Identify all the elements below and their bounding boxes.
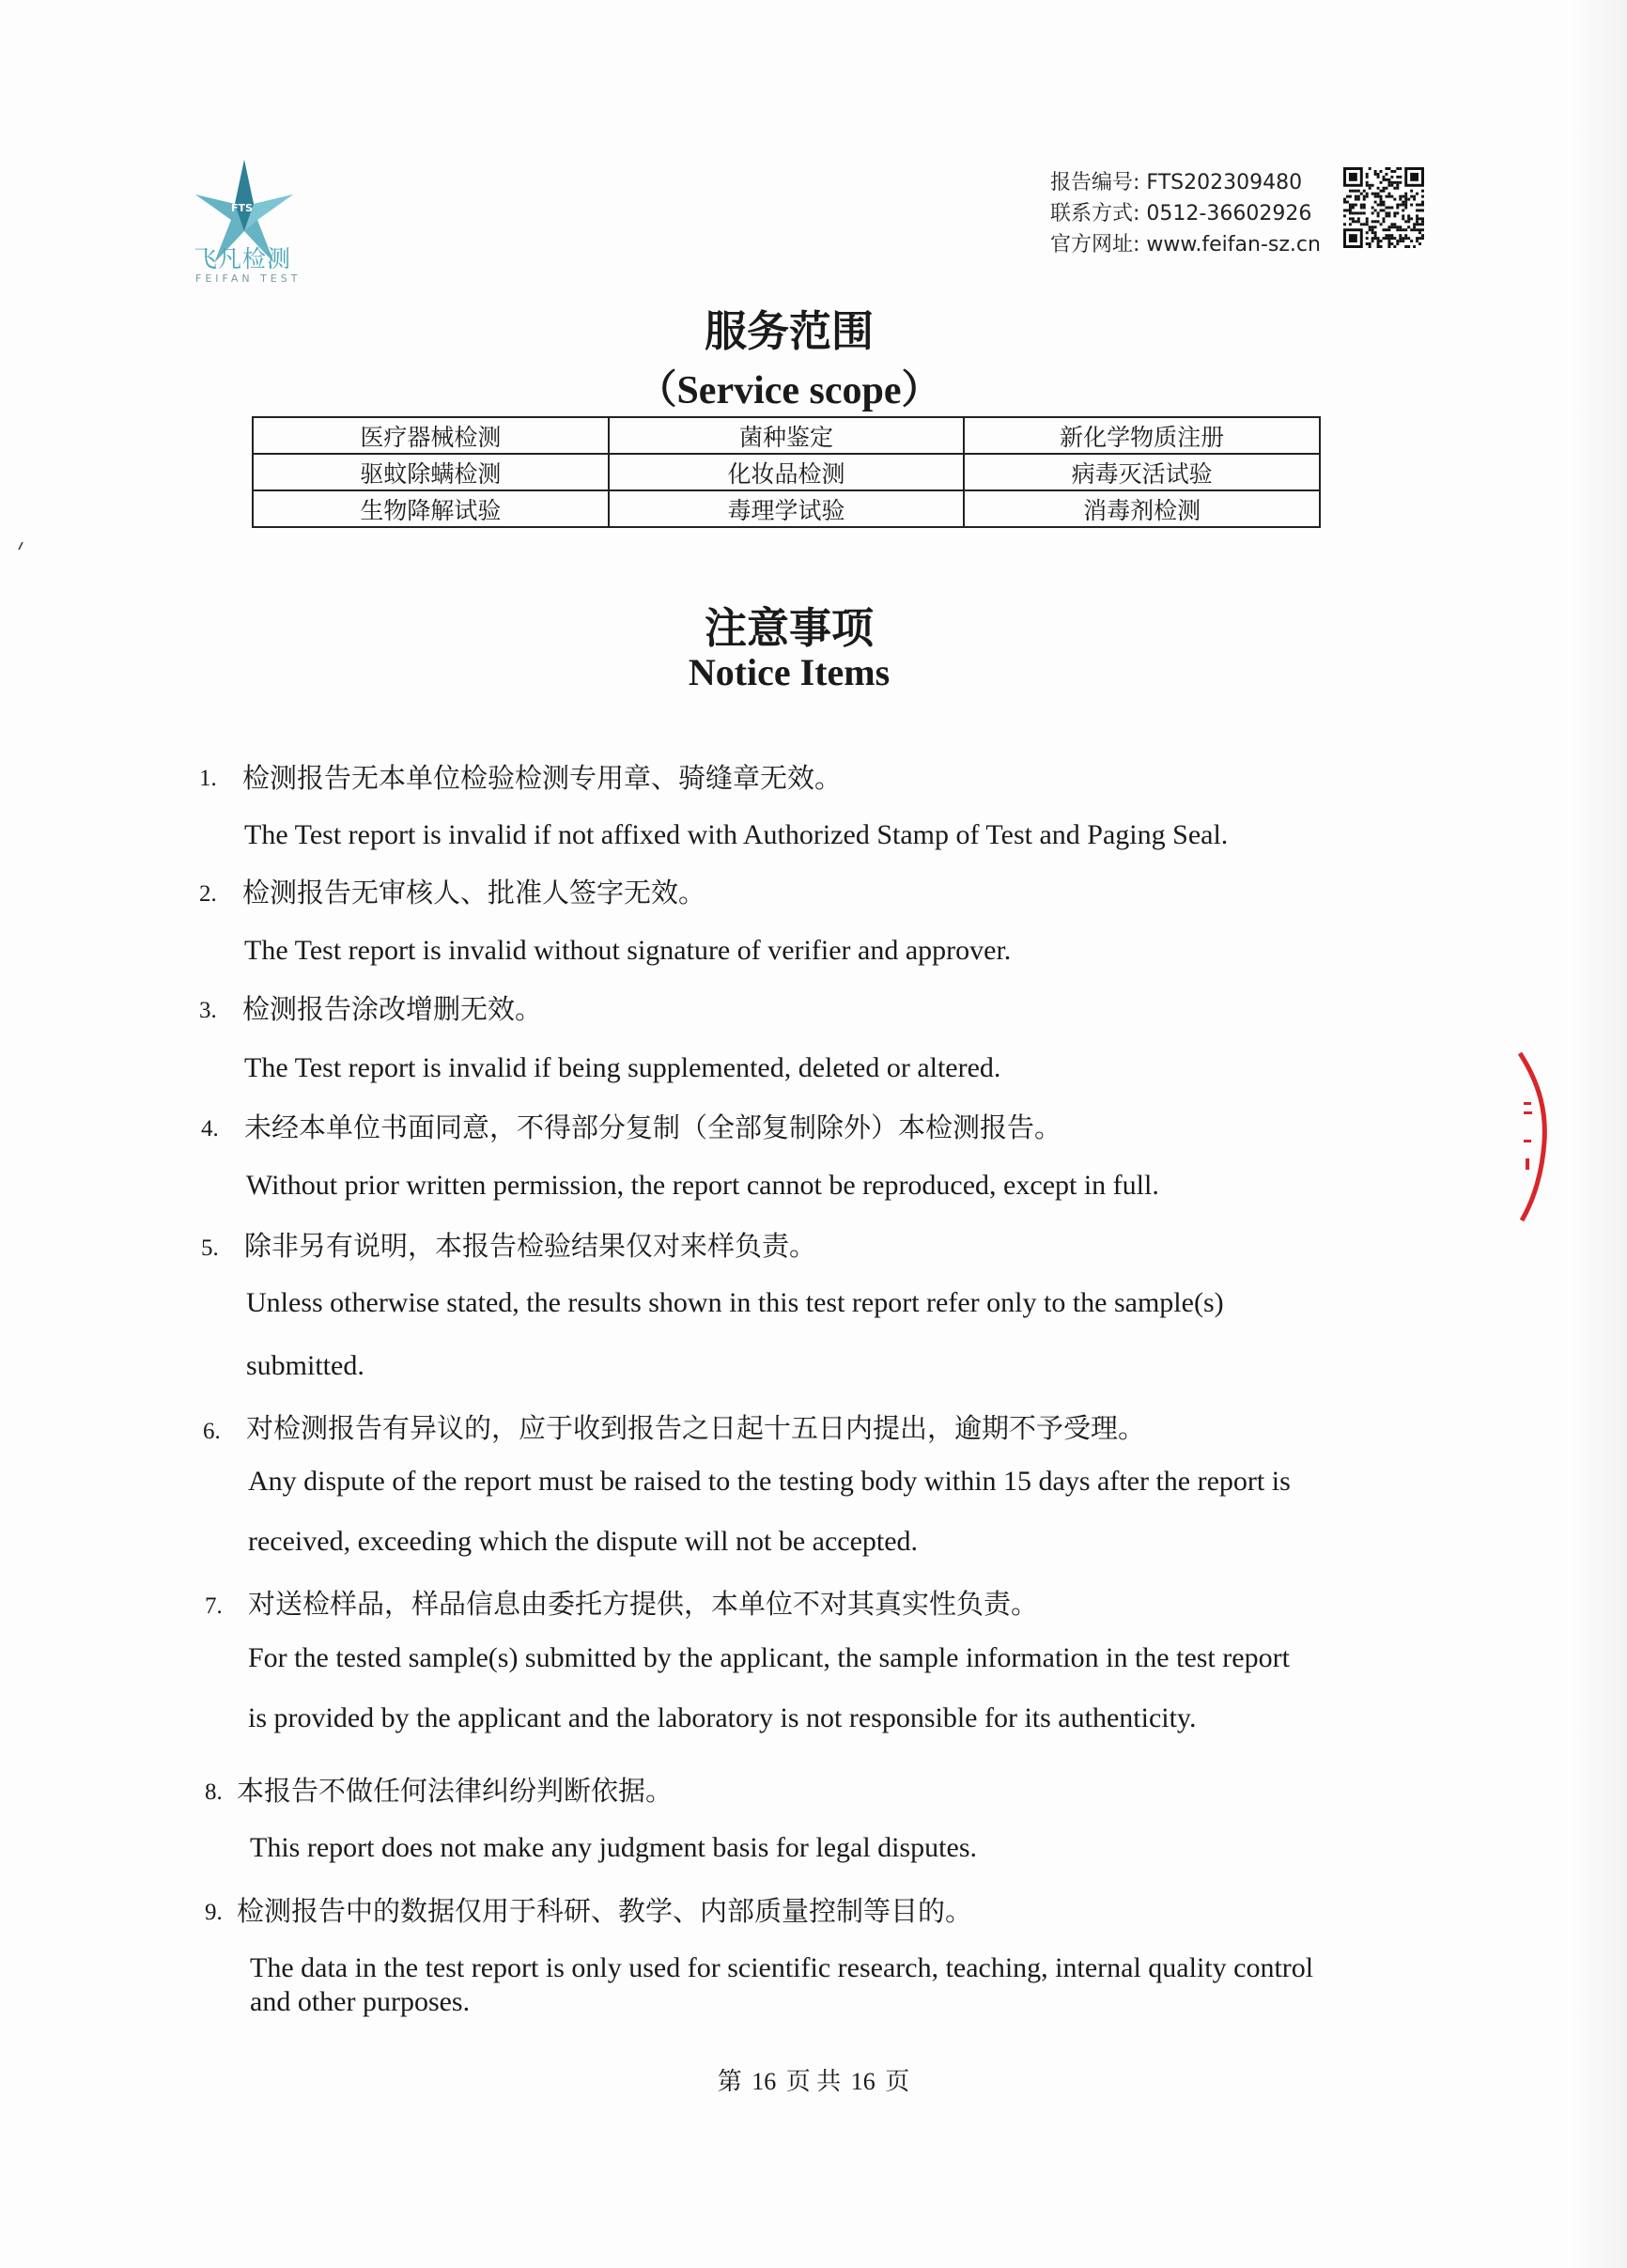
notice-text-cn: 本报告不做任何法律纠纷判断依据。 bbox=[237, 1775, 674, 1807]
logo-subtext: FEIFAN TEST bbox=[195, 272, 302, 285]
notice-number: 9. bbox=[205, 1900, 223, 1925]
scan-mark-icon bbox=[17, 541, 24, 551]
table-cell: 化妆品检测 bbox=[609, 454, 965, 490]
contact-label: 报告编号: bbox=[1050, 171, 1140, 194]
website-url[interactable]: www.feifan-sz.cn bbox=[1146, 233, 1321, 256]
table-cell: 消毒剂检测 bbox=[964, 490, 1320, 527]
page-edge-shadow bbox=[1571, 0, 1627, 2268]
table-cell: 菌种鉴定 bbox=[609, 417, 965, 454]
page-number-mid: 页 共 bbox=[785, 2068, 842, 2095]
logo-text: 飞凡检测 bbox=[194, 245, 292, 272]
notice-text-en: received, exceeding which the dispute will not be accepted. bbox=[248, 1526, 919, 1557]
notice-text-cn: 对送检样品，样品信息由委托方提供，本单位不对其真实性负责。 bbox=[248, 1588, 1039, 1620]
notice-number: 1. bbox=[199, 766, 217, 791]
report-number: FTS202309480 bbox=[1146, 171, 1303, 194]
report-number-line bbox=[1050, 167, 1321, 198]
notice-text-en: The Test report is invalid if not affixed with Authorized Stamp of Test and Paging Seal. bbox=[244, 819, 1229, 850]
table-row bbox=[253, 490, 1320, 527]
notice-text-cn: 除非另有说明，本报告检验结果仅对来样负责。 bbox=[244, 1230, 817, 1262]
notice-text-en: This report does not make any judgment basis for legal disputes. bbox=[250, 1832, 978, 1863]
table-cell: 生物降解试验 bbox=[253, 490, 609, 527]
notice-text-cn: 对检测报告有异议的，应于收到报告之日起十五日内提出，逾期不予受理。 bbox=[246, 1412, 1146, 1444]
notice-number: 7. bbox=[205, 1593, 223, 1619]
page-number bbox=[0, 2062, 1627, 2097]
contact-label: 官方网址: bbox=[1050, 233, 1140, 256]
table-row bbox=[253, 454, 1320, 490]
notice-text-cn: 未经本单位书面同意，不得部分复制（全部复制除外）本检测报告。 bbox=[244, 1111, 1062, 1143]
notice-text-en: is provided by the applicant and the laboratory is not responsible for its authenticity. bbox=[248, 1702, 1197, 1733]
notice-title-en: Notice Items bbox=[688, 651, 891, 693]
website-line bbox=[1050, 229, 1321, 260]
notice-text-cn: 检测报告涂改增删无效。 bbox=[242, 993, 543, 1025]
notice-number: 6. bbox=[203, 1419, 221, 1444]
current-page: 16 bbox=[752, 2068, 777, 2095]
notice-text-en: submitted. bbox=[246, 1350, 364, 1381]
notice-number: 2. bbox=[199, 881, 217, 907]
notice-text-cn: 检测报告无本单位检验检测专用章、骑缝章无效。 bbox=[242, 762, 843, 794]
notice-text-en: Unless otherwise stated, the results shown in this test report refer only to the sample(s) bbox=[246, 1287, 1224, 1318]
notice-text-en: For the tested sample(s) submitted by the applicant, the sample information in the test report bbox=[248, 1642, 1290, 1673]
notice-number: 3. bbox=[199, 998, 217, 1023]
notice-text-en: Without prior written permission, the report cannot be reproduced, except in full. bbox=[246, 1170, 1159, 1201]
notice-number: 8. bbox=[205, 1779, 223, 1805]
table-cell: 医疗器械检测 bbox=[253, 417, 609, 454]
page-number-suffix: 页 bbox=[885, 2068, 910, 2095]
notice-text-en: The data in the test report is only used for scientific research, teaching, internal quality control bbox=[250, 1952, 1314, 1983]
notice-number: 5. bbox=[201, 1235, 219, 1261]
table-row bbox=[253, 417, 1320, 454]
service-scope-title-en: （Service scope） bbox=[637, 369, 941, 412]
phone-number: 0512-36602926 bbox=[1146, 202, 1312, 225]
logo-badge: FTS bbox=[231, 202, 253, 214]
table-cell: 病毒灭活试验 bbox=[964, 454, 1320, 490]
service-scope-table bbox=[252, 416, 1321, 528]
phone-line bbox=[1050, 198, 1321, 229]
paging-seal-stamp-icon bbox=[1512, 1048, 1550, 1226]
table-cell: 新化学物质注册 bbox=[964, 417, 1320, 454]
notice-text-en: and other purposes. bbox=[250, 1986, 471, 2017]
notice-number: 4. bbox=[201, 1116, 219, 1142]
page-number-prefix: 第 bbox=[717, 2068, 742, 2095]
notice-text-en: Any dispute of the report must be raised to the testing body within 15 days after the report is bbox=[248, 1466, 1291, 1497]
notice-text-cn: 检测报告无审核人、批准人签字无效。 bbox=[242, 877, 706, 909]
notice-text-en: The Test report is invalid if being supplemented, deleted or altered. bbox=[244, 1052, 1001, 1083]
total-pages: 16 bbox=[850, 2068, 875, 2095]
contact-label: 联系方式: bbox=[1050, 202, 1140, 225]
notice-text-en: The Test report is invalid without signature of verifier and approver. bbox=[244, 935, 1012, 966]
table-cell: 驱蚊除螨检测 bbox=[253, 454, 609, 490]
qr-code-icon[interactable] bbox=[1343, 167, 1424, 248]
table-cell: 毒理学试验 bbox=[609, 490, 965, 527]
service-scope-title-cn: 服务范围 bbox=[704, 306, 874, 356]
notice-text-cn: 检测报告中的数据仅用于科研、教学、内部质量控制等目的。 bbox=[237, 1895, 973, 1927]
contact-block bbox=[1050, 167, 1321, 260]
notice-title-cn: 注意事项 bbox=[704, 603, 874, 653]
